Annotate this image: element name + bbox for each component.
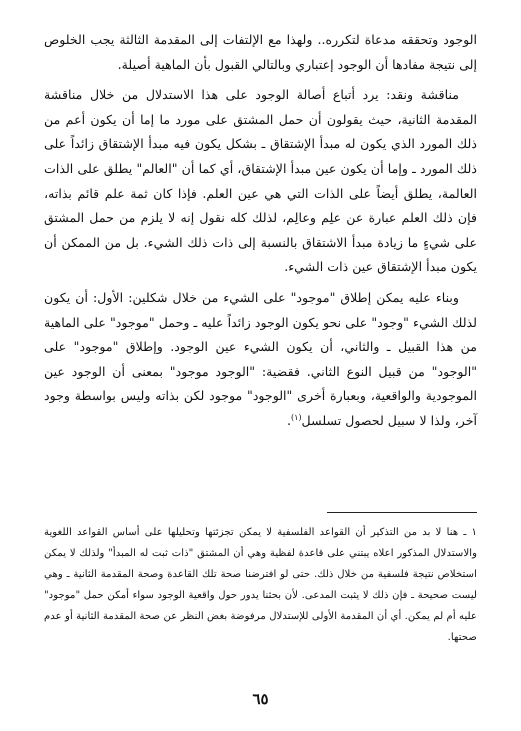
paragraph-3 [44,286,477,434]
paragraph-3-end: . [286,412,291,428]
footnote-reference[interactable]: (١) [291,412,302,422]
footnote: ١ ـ هنا لا بد من التذكير أن القواعد الفلسفية لا يمكن تجزئتها وتحليلها على أساس القواعد اللغوية والاستدلال المذكور اعلاه يبتني على قاعدة لفظية وهي أن المشتق "ذات ثبت له المبدأ" ولذلك لا يمكن استخلاص نتيجة فلسفية من خلال ذلك. حتى لو افترضنا صحة تلك القاعدة وصحة المقدمة الثانية ـ وهي ليست صحيحة ـ فإن ذلك لا يثبت المدعى. لأن بحثنا يدور حول واقعية الوجود سواء أمكن حمل "موجود" عليه أم لم يمكن. أي أن المقدمة الأولى للإستدلال مرفوضة بغض النظر عن صحة المقدمة الثانية أو عدم صحتها. [44,527,477,643]
main-text [44,28,477,434]
paragraph-3-text: وبناء عليه يمكن إطلاق "موجود" على الشيء من خلال شكلين: الأول: أن يكون لذلك الشيء "وجود" على نحو يكون الوجود زائداً عليه ـ وحمل "موجود" على الماهية من هذا القبيل ـ والثاني، أن يكون الشيء عين الوجود. وإطلاق "موجود" على "الوجود" من قبيل النوع الثاني. فقضية: "الوجود موجود" بمعنى أن الوجود عين الموجودية والواقعية، وبعبارة أخرى "الوجود" موجود لكن بذاته وليس بواسطة وجود آخر، ولذا لا سبيل لحصول تسلسل [44,289,477,428]
paragraph-1: الوجود وتحققه مدعاة لتكرره.. ولهذا مع الإلتفات إلى المقدمة الثالثة يجب الخلوص إلى نتيجة مفادها أن الوجود إعتباري وبالتالي القبول بأن الماهية أصيلة. [44,32,477,72]
page-number: ٦٥ [252,690,269,708]
paragraph-2: مناقشة ونقد: يرد أتباع أصالة الوجود على هذا الاستدلال من خلال مناقشة المقدمة الثانية، حيث يقولون أن حمل المشتق على مورد ما إما أن يكون أعم من ذلك المورد الذي يكون له مبدأ الإشتقاق ـ بشكل يكون فيه مبدأ الإشتقاق زائداً على ذلك المورد ـ وإما أن يكون عين مبدأ الإشتقاق، أي كما أن "العالم" يطلق على الذات العالمة، يطلق أيضاً على الذات التي هي عين العلم. فإذا كان ثمة علم قائم بذاته، فإن ذلك العلم عبارة عن علِم وعالِم، لذلك كله نقول إنه لا يلزم من حمل المشتق على شيءٍ ما زيادة مبدأ الاشتقاق بالنسبة إلى ذات ذلك الشيء. بل من الممكن أن يكون مبدأ الإشتقاق عين ذات الشيء. [44,87,477,275]
footnote-separator [327,512,477,513]
